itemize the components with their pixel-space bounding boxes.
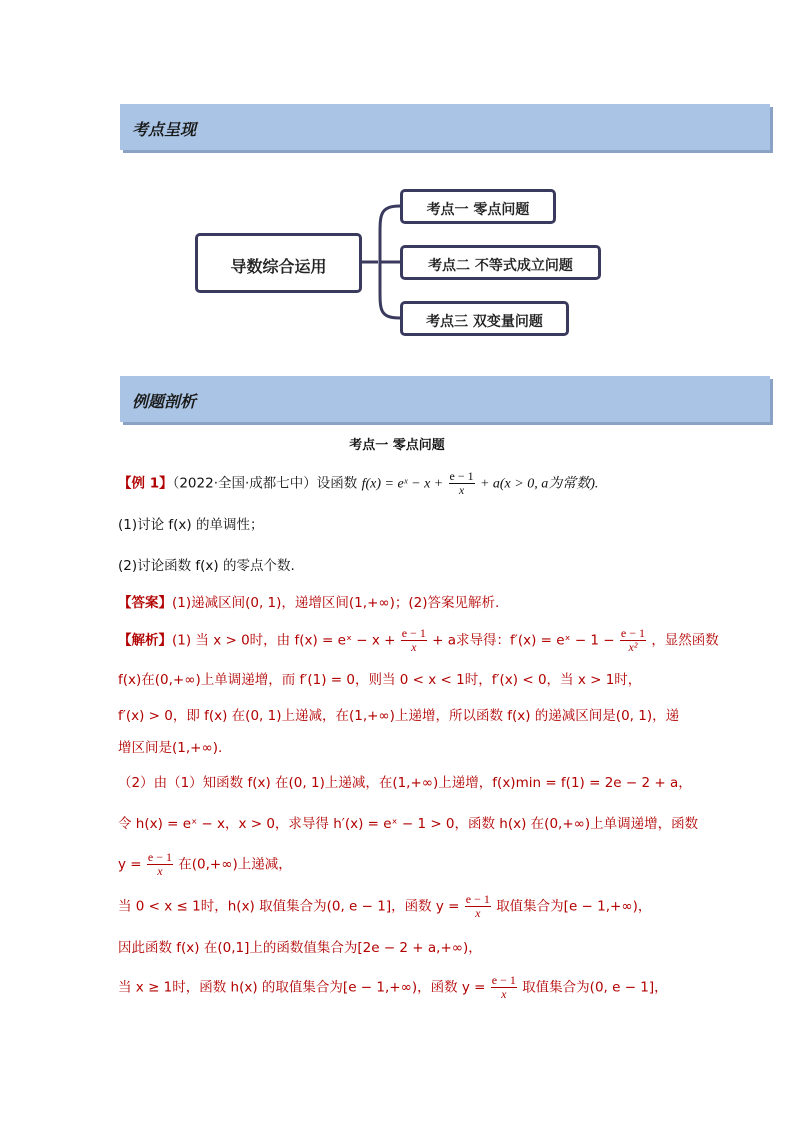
fraction: $\frac{e - 1}{x}$ bbox=[465, 892, 490, 920]
mindmap-root: 导数综合运用 bbox=[195, 233, 362, 293]
analysis-line-1: 【解析】(1) 当 x > 0时，由 f(x) = eˣ − x + $\frac{e - 1}{x}$ + a求导得：f′(x) = eˣ − 1 − $\frac{e - 1}{\text{x²}}$ ，显然函数 bbox=[118, 626, 719, 654]
fraction: $\frac{e - 1}{x}$ bbox=[147, 850, 172, 878]
analysis-line-10: 当 x ≥ 1时，函数 h(x) 的取值集合为[e − 1,+∞)，函数 y = $\frac{e - 1}{x}$ 取值集合为(0, e − 1]， bbox=[118, 973, 668, 1001]
analysis-line-4: 增区间是(1,+∞). bbox=[118, 740, 223, 756]
analysis-tag: 【解析】 bbox=[118, 632, 172, 649]
fraction: $\frac{e - 1}{x}$ bbox=[491, 973, 516, 1001]
fraction: $\frac{e - 1}{x}$ bbox=[401, 626, 426, 654]
analysis-line-2: f(x)在(0,+∞)上单调递增，而 f′(1) = 0，则当 0 < x < 1时，f′(x) < 0，当 x > 1时， bbox=[118, 672, 642, 688]
mindmap-branch-1: 考点一 零点问题 bbox=[400, 189, 556, 224]
analysis-line-3: f′(x) > 0，即 f(x) 在(0, 1)上递减，在(1,+∞)上递增，所以函数 f(x) 的递减区间是(0, 1)，递 bbox=[118, 708, 680, 724]
subtitle: 考点一 零点问题 bbox=[349, 438, 445, 453]
example-line: 【例 1】（2022·全国·成都七中）设函数 f(x) = eˣ − x + $\frac{e - 1}{x}$ + a(x > 0, a为常数). bbox=[118, 469, 599, 497]
section-header-liti bbox=[120, 376, 770, 422]
section-title: 考点呈现 bbox=[132, 120, 197, 139]
analysis-line-6: 令 h(x) = eˣ − x，x > 0，求导得 h′(x) = eˣ − 1 > 0，函数 h(x) 在(0,+∞)上单调递增，函数 bbox=[118, 816, 699, 832]
analysis-line-8: 当 0 < x ≤ 1时，h(x) 取值集合为(0, e − 1]，函数 y = $\frac{e - 1}{x}$ 取值集合为[e − 1,+∞)， bbox=[118, 892, 652, 920]
analysis-line-5: （2）由（1）知函数 f(x) 在(0, 1)上递减，在(1,+∞)上递增，f(x)min = f(1) = 2e − 2 + a， bbox=[118, 775, 692, 791]
answer-tag: 【答案】 bbox=[118, 595, 172, 611]
example-tag: 【例 1】 bbox=[118, 475, 173, 492]
mindmap-branch-3: 考点三 双变量问题 bbox=[400, 301, 569, 336]
analysis-line-9: 因此函数 f(x) 在(0,1]上的函数值集合为[2e − 2 + a,+∞)， bbox=[118, 940, 482, 956]
mindmap-connectors bbox=[0, 0, 794, 400]
fraction: $\frac{e - 1}{\text{x²}}$ bbox=[620, 626, 646, 654]
answer-line: 【答案】(1)递减区间(0, 1)，递增区间(1,+∞)；(2)答案见解析. bbox=[118, 595, 500, 611]
mindmap-branch-2: 考点二 不等式成立问题 bbox=[400, 245, 601, 280]
fraction: $\frac{e - 1}{x}$ bbox=[449, 469, 474, 497]
question-1: (1)讨论 f(x) 的单调性； bbox=[118, 517, 264, 533]
question-2: (2)讨论函数 f(x) 的零点个数. bbox=[118, 558, 295, 574]
analysis-line-7: y = $\frac{e - 1}{x}$ 在(0,+∞)上递减， bbox=[118, 850, 292, 878]
section-title: 例题剖析 bbox=[132, 392, 197, 411]
